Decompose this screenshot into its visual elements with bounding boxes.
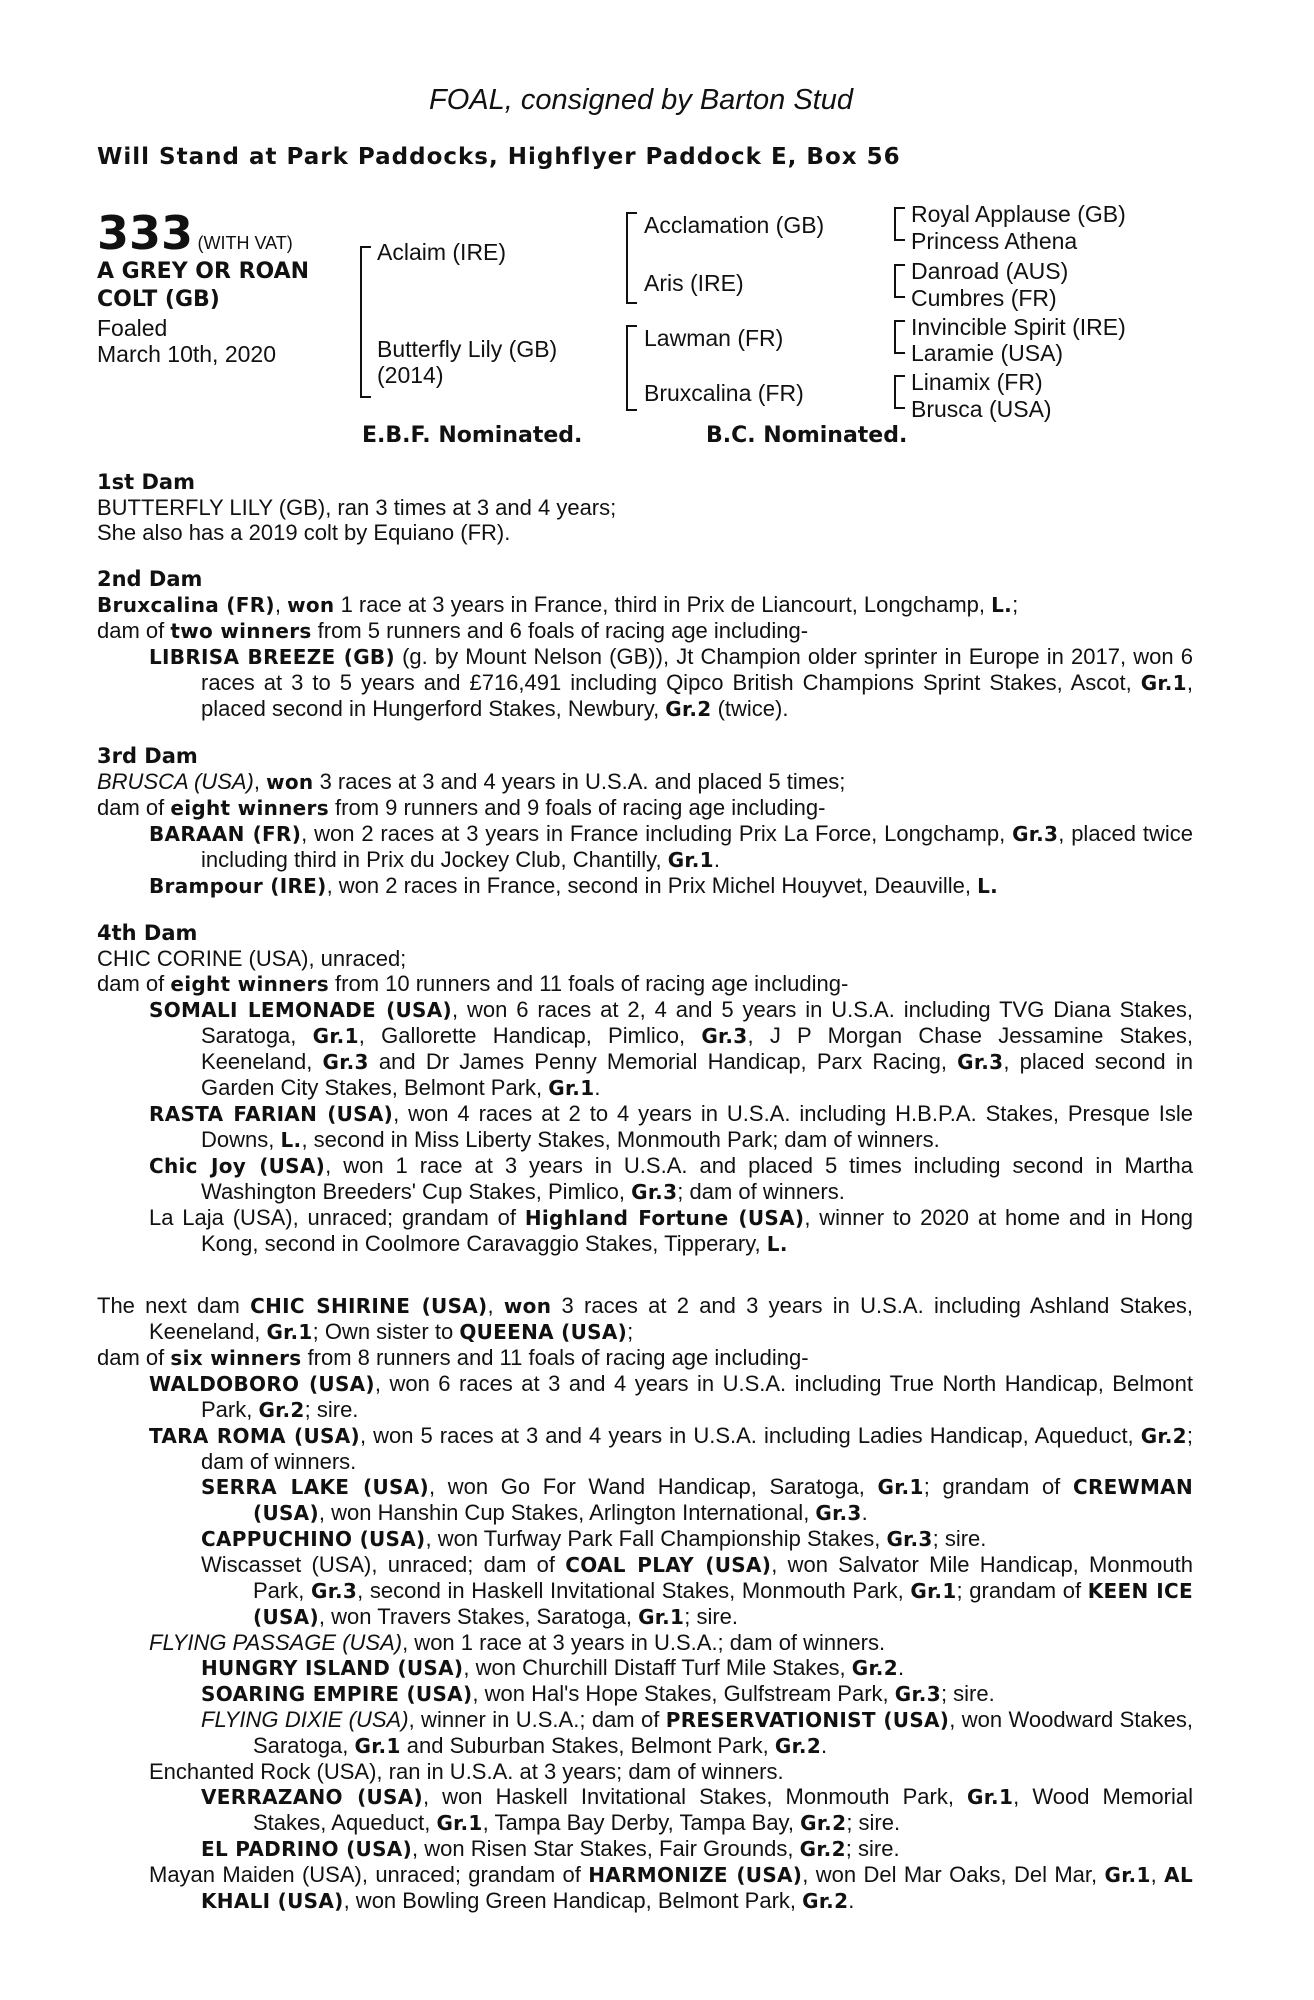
dam-section [97, 470, 1193, 545]
dds-name: Linamix (FR) [911, 369, 1043, 395]
bold-run: HUNGRY ISLAND (USA) [201, 1656, 464, 1680]
pedigree-bracket-dd [894, 375, 905, 409]
text-run: , placed twice including third in Prix du Jockey Club, Chantilly, [201, 821, 1193, 872]
sdd-name: Cumbres (FR) [911, 285, 1057, 311]
dam-section [97, 921, 1193, 1257]
produce-entry [97, 769, 1193, 795]
produce-record [97, 470, 1193, 1914]
text-run: , won Churchill Distaff Turf Mile Stakes, [463, 1655, 852, 1680]
produce-entry [149, 1630, 1193, 1655]
produce-entry [201, 1655, 1193, 1681]
bold-run: Gr.1 [436, 1811, 483, 1835]
produce-entry [97, 520, 1193, 545]
text-run: 1 race at 3 years in France, third in Prix de Liancourt, Longchamp, [334, 592, 992, 617]
text-run: She also has a 2019 colt by Equiano (FR). [97, 520, 511, 545]
bold-run: BARAAN (FR) [149, 822, 302, 846]
description-line-2: COLT (GB) [97, 287, 220, 312]
text-run: ; grandam of [923, 1474, 1073, 1499]
bold-run: Gr.3 [631, 1180, 678, 1204]
bold-run: six winners [170, 1346, 302, 1370]
section-heading: 3rd Dam [97, 744, 198, 768]
text-run: , won 2 races at 3 years in France including Prix La Force, Longchamp, [301, 821, 1013, 846]
bold-run: HARMONIZE (USA) [588, 1863, 803, 1887]
text-run: ; [627, 1319, 634, 1344]
dam-section [97, 567, 1193, 722]
dam-section [97, 744, 1193, 899]
sire-sire-name: Acclamation (GB) [644, 212, 825, 238]
text-run: (twice). [711, 696, 789, 721]
dam-section [97, 1293, 1193, 1914]
produce-entry [149, 1205, 1193, 1257]
produce-entry [201, 1836, 1193, 1862]
text-run: . [821, 1733, 828, 1758]
sire-name: Aclaim (IRE) [377, 239, 507, 265]
text-run: , won Del Mar Oaks, Del Mar, [802, 1862, 1105, 1887]
text-run: , won 6 races at 2, 4 and 5 years in U.S.A. including TVG Diana Stakes, Saratoga, [201, 997, 1193, 1048]
text-run: ; Own sister to [312, 1319, 460, 1344]
italic-run: FLYING DIXIE (USA) [201, 1707, 409, 1732]
bold-run: eight winners [170, 796, 329, 820]
bold-run: Gr.1 [967, 1785, 1014, 1809]
text-run: , second in Miss Liberty Stakes, Monmouth Park; dam of winners. [301, 1127, 940, 1152]
bold-run: Gr.1 [354, 1734, 401, 1758]
text-run: dam of [97, 795, 171, 820]
produce-entry [97, 592, 1193, 618]
italic-run: FLYING PASSAGE (USA) [149, 1630, 403, 1655]
section-heading: 4th Dam [97, 921, 198, 945]
text-run: 3 races at 2 and 3 years in U.S.A. including Ashland Stakes, Keeneland, [149, 1293, 1193, 1344]
text-run: dam of [97, 618, 171, 643]
text-run: , won Hanshin Cup Stakes, Arlington International, [318, 1500, 816, 1525]
text-run: . [897, 1655, 905, 1680]
produce-entry [97, 495, 1193, 520]
text-run: , won Haskell Invitational Stakes, Monmouth Park, [422, 1784, 968, 1809]
bc-nominated: B.C. Nominated. [706, 423, 908, 448]
text-run: , won 6 races at 3 and 4 years in U.S.A. including True North Handicap, Belmont Park, [201, 1371, 1193, 1422]
bold-run: won [503, 1294, 552, 1318]
bold-run: EL PADRINO (USA) [201, 1837, 413, 1861]
produce-entry [97, 1293, 1193, 1345]
bold-run: CAPPUCHINO (USA) [201, 1527, 426, 1551]
produce-entry [149, 1371, 1193, 1423]
bold-run: Gr.3 [1012, 822, 1059, 846]
lot-number-line [97, 206, 293, 260]
bold-run: RASTA FARIAN (USA) [149, 1102, 394, 1126]
text-run: , Tampa Bay Derby, Tampa Bay, [482, 1810, 801, 1835]
bold-run: Gr.3 [957, 1050, 1004, 1074]
bold-run: COAL PLAY (USA) [565, 1553, 772, 1577]
bold-run: Gr.1 [638, 1605, 685, 1629]
bold-run: Gr.1 [312, 1024, 359, 1048]
bold-run: won [287, 593, 335, 617]
produce-entry [149, 644, 1193, 722]
text-run: ; sire. [846, 1810, 901, 1835]
bold-run: VERRAZANO (USA) [201, 1785, 423, 1809]
text-run: , won 5 races at 3 and 4 years in U.S.A. including Ladies Handicap, Aqueduct, [359, 1423, 1141, 1448]
text-run: Mayan Maiden (USA), unraced; grandam of [149, 1862, 589, 1887]
text-run: , won Hal's Hope Stakes, Gulfstream Park, [472, 1681, 895, 1706]
produce-entry [97, 795, 1193, 821]
dam-dam-name: Bruxcalina (FR) [644, 380, 804, 406]
section-heading: 2nd Dam [97, 567, 203, 591]
text-run: dam of [97, 1345, 171, 1370]
italic-run: BRUSCA (USA) [97, 769, 254, 794]
section-heading: 1st Dam [97, 470, 195, 494]
produce-entry [201, 1707, 1193, 1759]
bold-run: Gr.2 [258, 1398, 305, 1422]
text-run: ; dam of winners. [677, 1179, 845, 1204]
text-run: from 5 runners and 6 foals of racing age including- [311, 618, 809, 643]
text-run: Wiscasset (USA), unraced; dam of [201, 1552, 566, 1577]
pedigree-bracket-dam [626, 325, 637, 411]
bold-run: L. [977, 874, 999, 898]
text-run: , [1150, 1862, 1165, 1887]
text-run: ; sire. [845, 1836, 900, 1861]
ddd-name: Brusca (USA) [911, 396, 1052, 422]
produce-entry [149, 1759, 1193, 1784]
bold-run: Gr.2 [1140, 1424, 1187, 1448]
text-run: , won Go For Wand Handicap, Saratoga, [428, 1474, 878, 1499]
bold-run: L. [766, 1232, 788, 1256]
bold-run: QUEENA (USA) [459, 1320, 628, 1344]
sds-name: Danroad (AUS) [911, 258, 1069, 284]
bold-run: SOARING EMPIRE (USA) [201, 1682, 473, 1706]
produce-entry [201, 1474, 1193, 1526]
text-run: 3 races at 3 and 4 years in U.S.A. and placed 5 times; [313, 769, 846, 794]
bold-run: Gr.3 [310, 1579, 358, 1603]
bold-run: Gr.1 [1104, 1863, 1151, 1887]
ebf-nominated: E.B.F. Nominated. [362, 423, 583, 448]
foaled-label: Foaled [97, 315, 168, 341]
text-run: , won 1 race at 3 years in U.S.A. and placed 5 times including second in Martha Washington Breeders' Cup Stakes, Pimlico, [201, 1153, 1193, 1204]
text-run: from 9 runners and 9 foals of racing age including- [328, 795, 826, 820]
bold-run: Gr.2 [800, 1811, 847, 1835]
bold-run: Gr.1 [667, 848, 714, 872]
text-run: , placed second in Hungerford Stakes, Newbury, [201, 670, 1193, 721]
text-run: , Gallorette Handicap, Pimlico, [358, 1023, 702, 1048]
bold-run: Gr.3 [701, 1024, 748, 1048]
bold-run: Chic Joy (USA) [149, 1154, 326, 1178]
bold-run: Gr.2 [665, 697, 712, 721]
text-run: , winner in U.S.A.; dam of [408, 1707, 666, 1732]
foaled-info [97, 315, 276, 367]
bold-run: eight winners [170, 972, 329, 996]
bold-run: Gr.2 [774, 1734, 822, 1758]
text-run: , [253, 769, 267, 794]
text-run: , won Travers Stakes, Saratoga, [318, 1604, 639, 1629]
bold-run: Gr.2 [802, 1889, 849, 1913]
text-run: CHIC CORINE (USA), unraced; [97, 946, 407, 971]
dss-name: Invincible Spirit (IRE) [911, 314, 1126, 340]
pedigree-bracket-ss [894, 207, 905, 241]
bold-run: Highland Fortune (USA) [524, 1206, 805, 1230]
bold-run: Gr.1 [910, 1579, 957, 1603]
bold-run: Gr.3 [322, 1050, 369, 1074]
description-line-1: A GREY OR ROAN [97, 259, 310, 284]
text-run: BUTTERFLY LILY (GB), ran 3 times at 3 and 4 years; [97, 495, 617, 520]
text-run: ; sire. [932, 1526, 987, 1551]
bold-run: Gr.2 [799, 1837, 846, 1861]
bold-run: WALDOBORO (USA) [149, 1372, 375, 1396]
bold-run: TARA ROMA (USA) [149, 1424, 360, 1448]
text-run: ; sire. [304, 1397, 359, 1422]
produce-entry [149, 873, 1193, 899]
text-run: , winner to 2020 at home and in Hong Kong, second in Coolmore Caravaggio Stakes, Tipperary, [201, 1205, 1193, 1256]
bold-run: Bruxcalina (FR) [97, 593, 275, 617]
bold-run: PRESERVATIONIST (USA) [665, 1708, 950, 1732]
text-run: and Suburban Stakes, Belmont Park, [400, 1733, 775, 1758]
ssd-name: Princess Athena [911, 228, 1078, 254]
text-run: ; [1012, 592, 1019, 617]
bold-run: won [266, 770, 314, 794]
text-run: from 8 runners and 11 foals of racing age including- [301, 1345, 809, 1370]
produce-entry [97, 1345, 1193, 1371]
text-run: , won Woodward Stakes, Saratoga, [253, 1707, 1194, 1758]
dsd-name: Laramie (USA) [911, 340, 1064, 366]
text-run: , placed second in Garden City Stakes, Belmont Park, [201, 1049, 1194, 1100]
pedigree-bracket-gen1 [360, 246, 371, 398]
produce-entry [97, 618, 1193, 644]
produce-entry [149, 1153, 1193, 1205]
text-run: , won 4 races at 2 to 4 years in U.S.A. including H.B.P.A. Stakes, Presque Isle Downs, [201, 1101, 1193, 1152]
produce-entry [149, 821, 1193, 873]
produce-entry [201, 1526, 1193, 1552]
bold-run: L. [280, 1128, 302, 1152]
lot-number: 333 [97, 206, 194, 260]
text-run: , won Turfway Park Fall Championship Stakes, [425, 1526, 887, 1551]
bold-run: two winners [170, 619, 312, 643]
text-run: . [594, 1075, 601, 1100]
text-run: The next dam [97, 1293, 251, 1318]
bold-run: Gr.1 [266, 1320, 313, 1344]
sss-name: Royal Applause (GB) [911, 201, 1126, 227]
sire-dam-name: Aris (IRE) [644, 270, 744, 296]
text-run: , second in Haskell Invitational Stakes, Monmouth Park, [357, 1578, 911, 1603]
produce-entry [201, 1784, 1193, 1836]
bold-run: AL KHALI (USA) [201, 1863, 1193, 1913]
produce-entry [149, 1423, 1193, 1474]
text-run: . [848, 1888, 855, 1913]
bold-run: SERRA LAKE (USA) [201, 1475, 429, 1499]
produce-entry [201, 1552, 1193, 1630]
vat-label: (WITH VAT) [197, 233, 293, 253]
text-run: ; grandam of [956, 1578, 1088, 1603]
text-run: , won 1 race at 3 years in U.S.A.; dam of winners. [402, 1630, 886, 1655]
text-run: from 10 runners and 11 foals of racing age including- [328, 971, 849, 996]
text-run: , [487, 1293, 504, 1318]
bold-run: LIBRISA BREEZE (GB) [149, 645, 395, 669]
pedigree-bracket-sire [626, 212, 637, 304]
bold-run: Gr.1 [1140, 671, 1187, 695]
text-run: . [861, 1500, 868, 1525]
text-run: ; sire. [684, 1604, 739, 1629]
produce-entry [149, 1101, 1193, 1153]
text-run: , won 2 races in France, second in Prix Michel Houyvet, Deauville, [326, 873, 978, 898]
bold-run: CHIC SHIRINE (USA) [250, 1294, 488, 1318]
text-run: , J P Morgan Chase Jessamine Stakes, Keeneland, [201, 1023, 1193, 1074]
dam-name-line1: Butterfly Lily (GB) [377, 336, 558, 362]
text-run: , won Salvator Mile Handicap, Monmouth Park, [253, 1552, 1193, 1603]
text-run: , [274, 592, 288, 617]
pedigree-bracket-sd [894, 264, 905, 298]
stand-location: Will Stand at Park Paddocks, Highflyer Paddock E, Box 56 [97, 144, 901, 170]
dam-name-line2: (2014) [377, 362, 444, 388]
produce-entry [149, 1862, 1193, 1914]
text-run: , Wood Memorial Stakes, Aqueduct, [253, 1784, 1193, 1835]
pedigree-bracket-ds [894, 320, 905, 354]
text-run: dam of [97, 971, 171, 996]
foaled-date: March 10th, 2020 [97, 341, 277, 367]
bold-run: SOMALI LEMONADE (USA) [149, 998, 452, 1022]
text-run: ; dam of winners. [201, 1423, 1193, 1474]
text-run: (g. by Mount Nelson (GB)), Jt Champion older sprinter in Europe in 2017, won 6 races at 3 to 5 years and £716,491 including Qipco British Champions Sprint Stakes, Ascot, [201, 644, 1193, 695]
catalogue-caption: FOAL, consigned by Barton Stud [429, 84, 853, 116]
bold-run: L. [991, 593, 1013, 617]
text-run: , won Risen Star Stakes, Fair Grounds, [412, 1836, 800, 1861]
text-run: Enchanted Rock (USA), ran in U.S.A. at 3 years; dam of winners. [149, 1759, 784, 1784]
produce-entry [97, 946, 1193, 971]
bold-run: Gr.3 [886, 1527, 933, 1551]
produce-entry [149, 997, 1193, 1101]
bold-run: Gr.3 [894, 1682, 941, 1706]
text-run: , won Bowling Green Handicap, Belmont Park, [343, 1888, 803, 1913]
text-run: . [713, 847, 720, 872]
bold-run: Gr.1 [877, 1475, 924, 1499]
bold-run: Brampour (IRE) [149, 874, 327, 898]
bold-run: KEEN ICE (USA) [253, 1579, 1193, 1629]
bold-run: Gr.3 [815, 1501, 862, 1525]
produce-entry [201, 1681, 1193, 1707]
lot-description [97, 258, 309, 314]
dam-sire-name: Lawman (FR) [644, 325, 784, 351]
text-run: and Dr James Penny Memorial Handicap, Parx Racing, [368, 1049, 958, 1074]
bold-run: Gr.2 [851, 1656, 898, 1680]
text-run: La Laja (USA), unraced; grandam of [149, 1205, 525, 1230]
bold-run: Gr.1 [548, 1076, 595, 1100]
bold-run: CREWMAN (USA) [253, 1475, 1193, 1525]
text-run: ; sire. [940, 1681, 995, 1706]
produce-entry [97, 971, 1193, 997]
